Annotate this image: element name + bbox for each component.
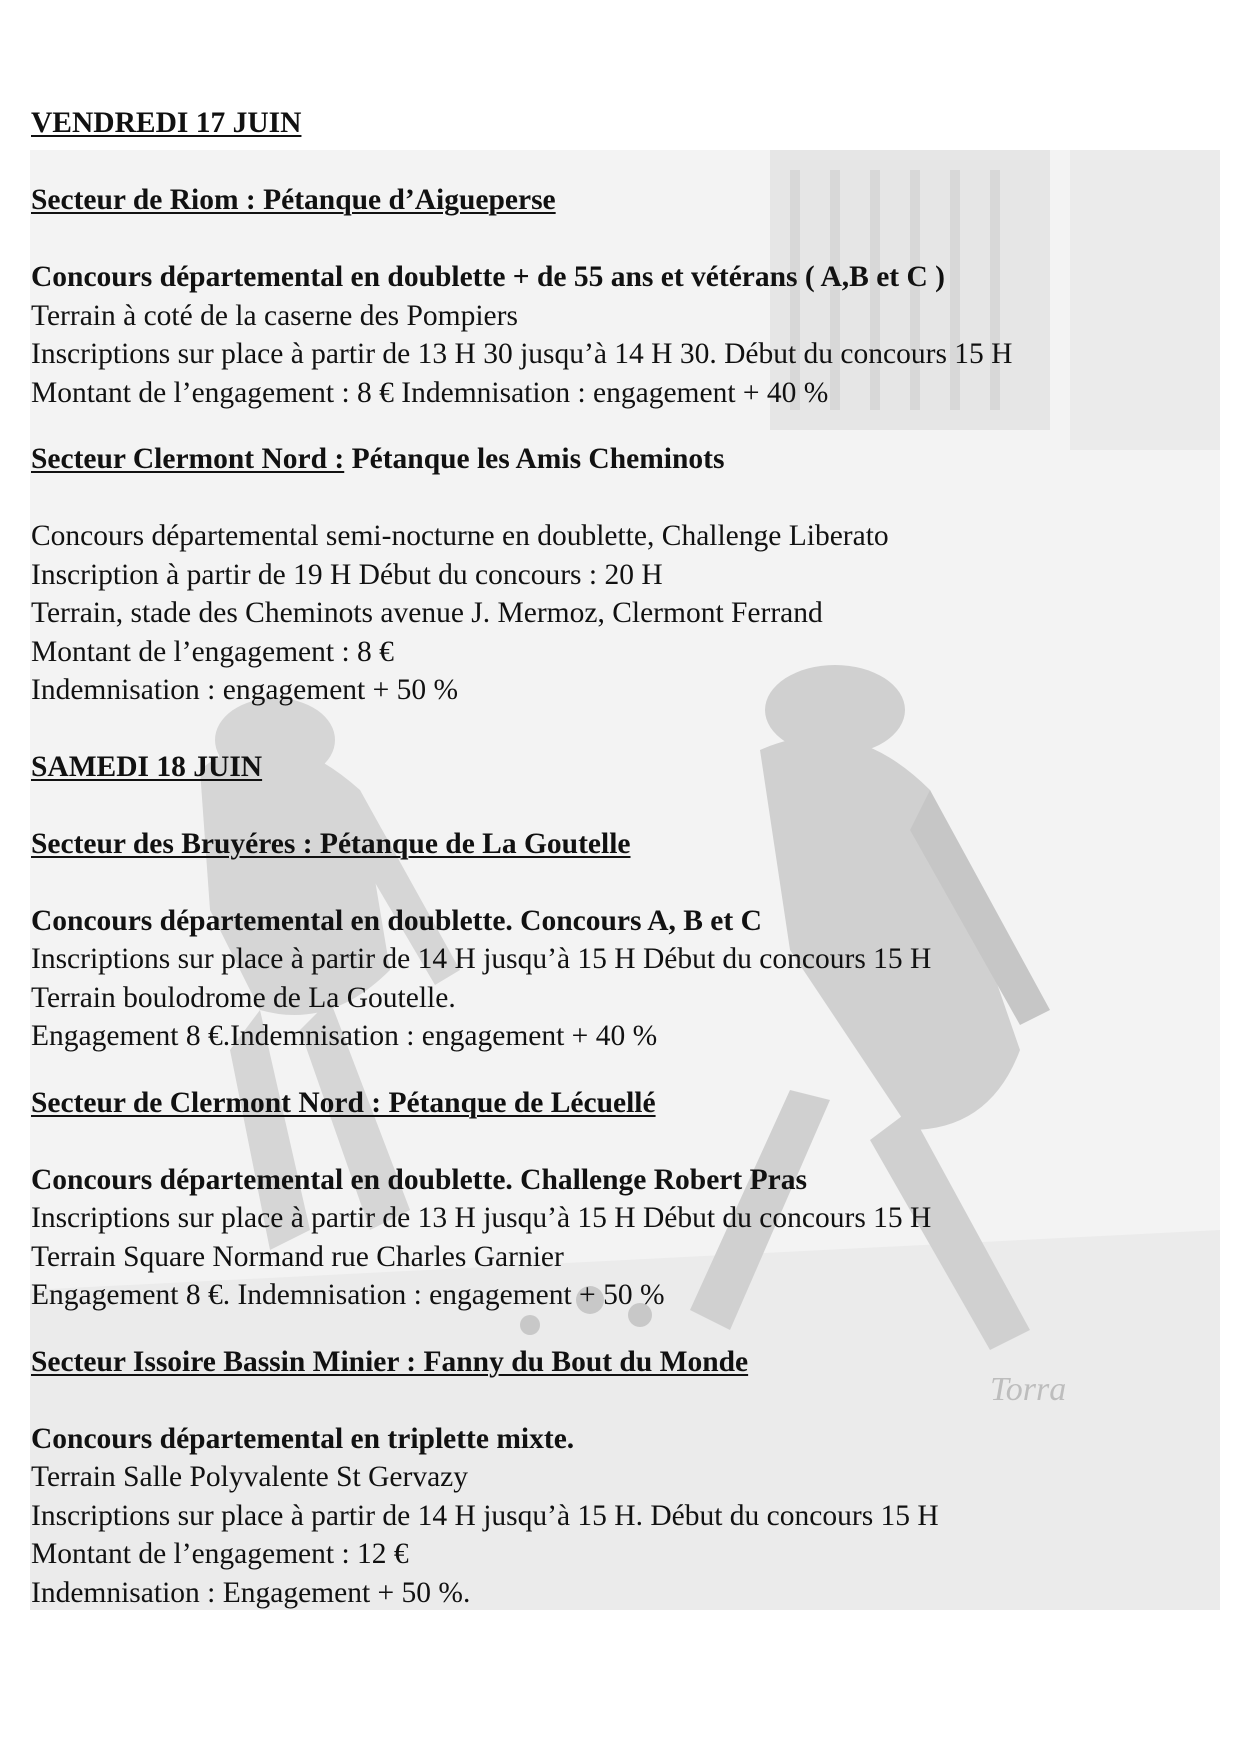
sector-heading: Secteur de Clermont Nord : Pétanque de Lécuellé: [31, 1086, 656, 1119]
contest-detail: Inscriptions sur place à partir de 13 H 30 jusqu’à 14 H 30. Début du concours 15 H: [31, 338, 1013, 370]
contest-detail: Engagement 8 €.Indemnisation : engagement + 40 %: [31, 1020, 658, 1052]
contest-detail: Terrain Square Normand rue Charles Garnier: [31, 1240, 564, 1273]
illustration-signature: Torra: [990, 1371, 1067, 1408]
contest-detail: Terrain Salle Polyvalente St Gervazy: [31, 1461, 469, 1493]
day-heading: VENDREDI 17 JUIN: [31, 107, 302, 139]
contest-detail: Terrain boulodrome de La Goutelle.: [31, 981, 456, 1014]
contest-detail: Terrain à coté de la caserne des Pompiers: [31, 299, 518, 332]
contest-detail: Montant de l’engagement : 8 €: [31, 635, 394, 668]
contest-detail: Inscriptions sur place à partir de 13 H jusqu’à 15 H Début du concours 15 H: [31, 1202, 932, 1234]
sector-heading: Secteur Clermont Nord : Pétanque les Amis Cheminots: [31, 443, 725, 475]
contest-title: Concours départemental en doublette. Concours A, B et C: [31, 904, 762, 937]
contest-detail: Concours départemental semi-nocturne en doublette, Challenge Liberato: [31, 520, 889, 552]
contest-detail: Montant de l’engagement : 8 € Indemnisation : engagement + 40 %: [31, 376, 829, 409]
contest-detail: Terrain, stade des Cheminots avenue J. Mermoz, Clermont Ferrand: [31, 597, 823, 629]
contest-title: Concours départemental en doublette + de 55 ans et vétérans ( A,B et C ): [31, 261, 945, 293]
contest-detail: Indemnisation : engagement + 50 %: [31, 674, 459, 706]
day-saturday: [31, 748, 1211, 1613]
contest-detail: Inscription à partir de 19 H Début du concours : 20 H: [31, 558, 663, 591]
contest-detail: Montant de l’engagement : 12 €: [31, 1538, 409, 1570]
contest-title: Concours départemental en doublette. Challenge Robert Pras: [31, 1163, 807, 1196]
day-friday: [31, 104, 1211, 748]
contest-title: Concours départemental en triplette mixte.: [31, 1422, 575, 1455]
contest-detail: Inscriptions sur place à partir de 14 H jusqu’à 15 H. Début du concours 15 H: [31, 1499, 939, 1532]
sector-heading: Secteur des Bruyéres : Pétanque de La Goutelle: [31, 827, 631, 860]
document-body: [31, 104, 1211, 1612]
sector-heading: Secteur Issoire Bassin Minier : Fanny du Bout du Monde: [31, 1345, 749, 1378]
contest-detail: Engagement 8 €. Indemnisation : engagement + 50 %: [31, 1279, 665, 1311]
contest-detail: Inscriptions sur place à partir de 14 H jusqu’à 15 H Début du concours 15 H: [31, 943, 932, 975]
day-heading: SAMEDI 18 JUIN: [31, 750, 263, 783]
contest-detail: Indemnisation : Engagement + 50 %.: [31, 1576, 471, 1609]
sector-heading: Secteur de Riom : Pétanque d’Aigueperse: [31, 184, 556, 216]
